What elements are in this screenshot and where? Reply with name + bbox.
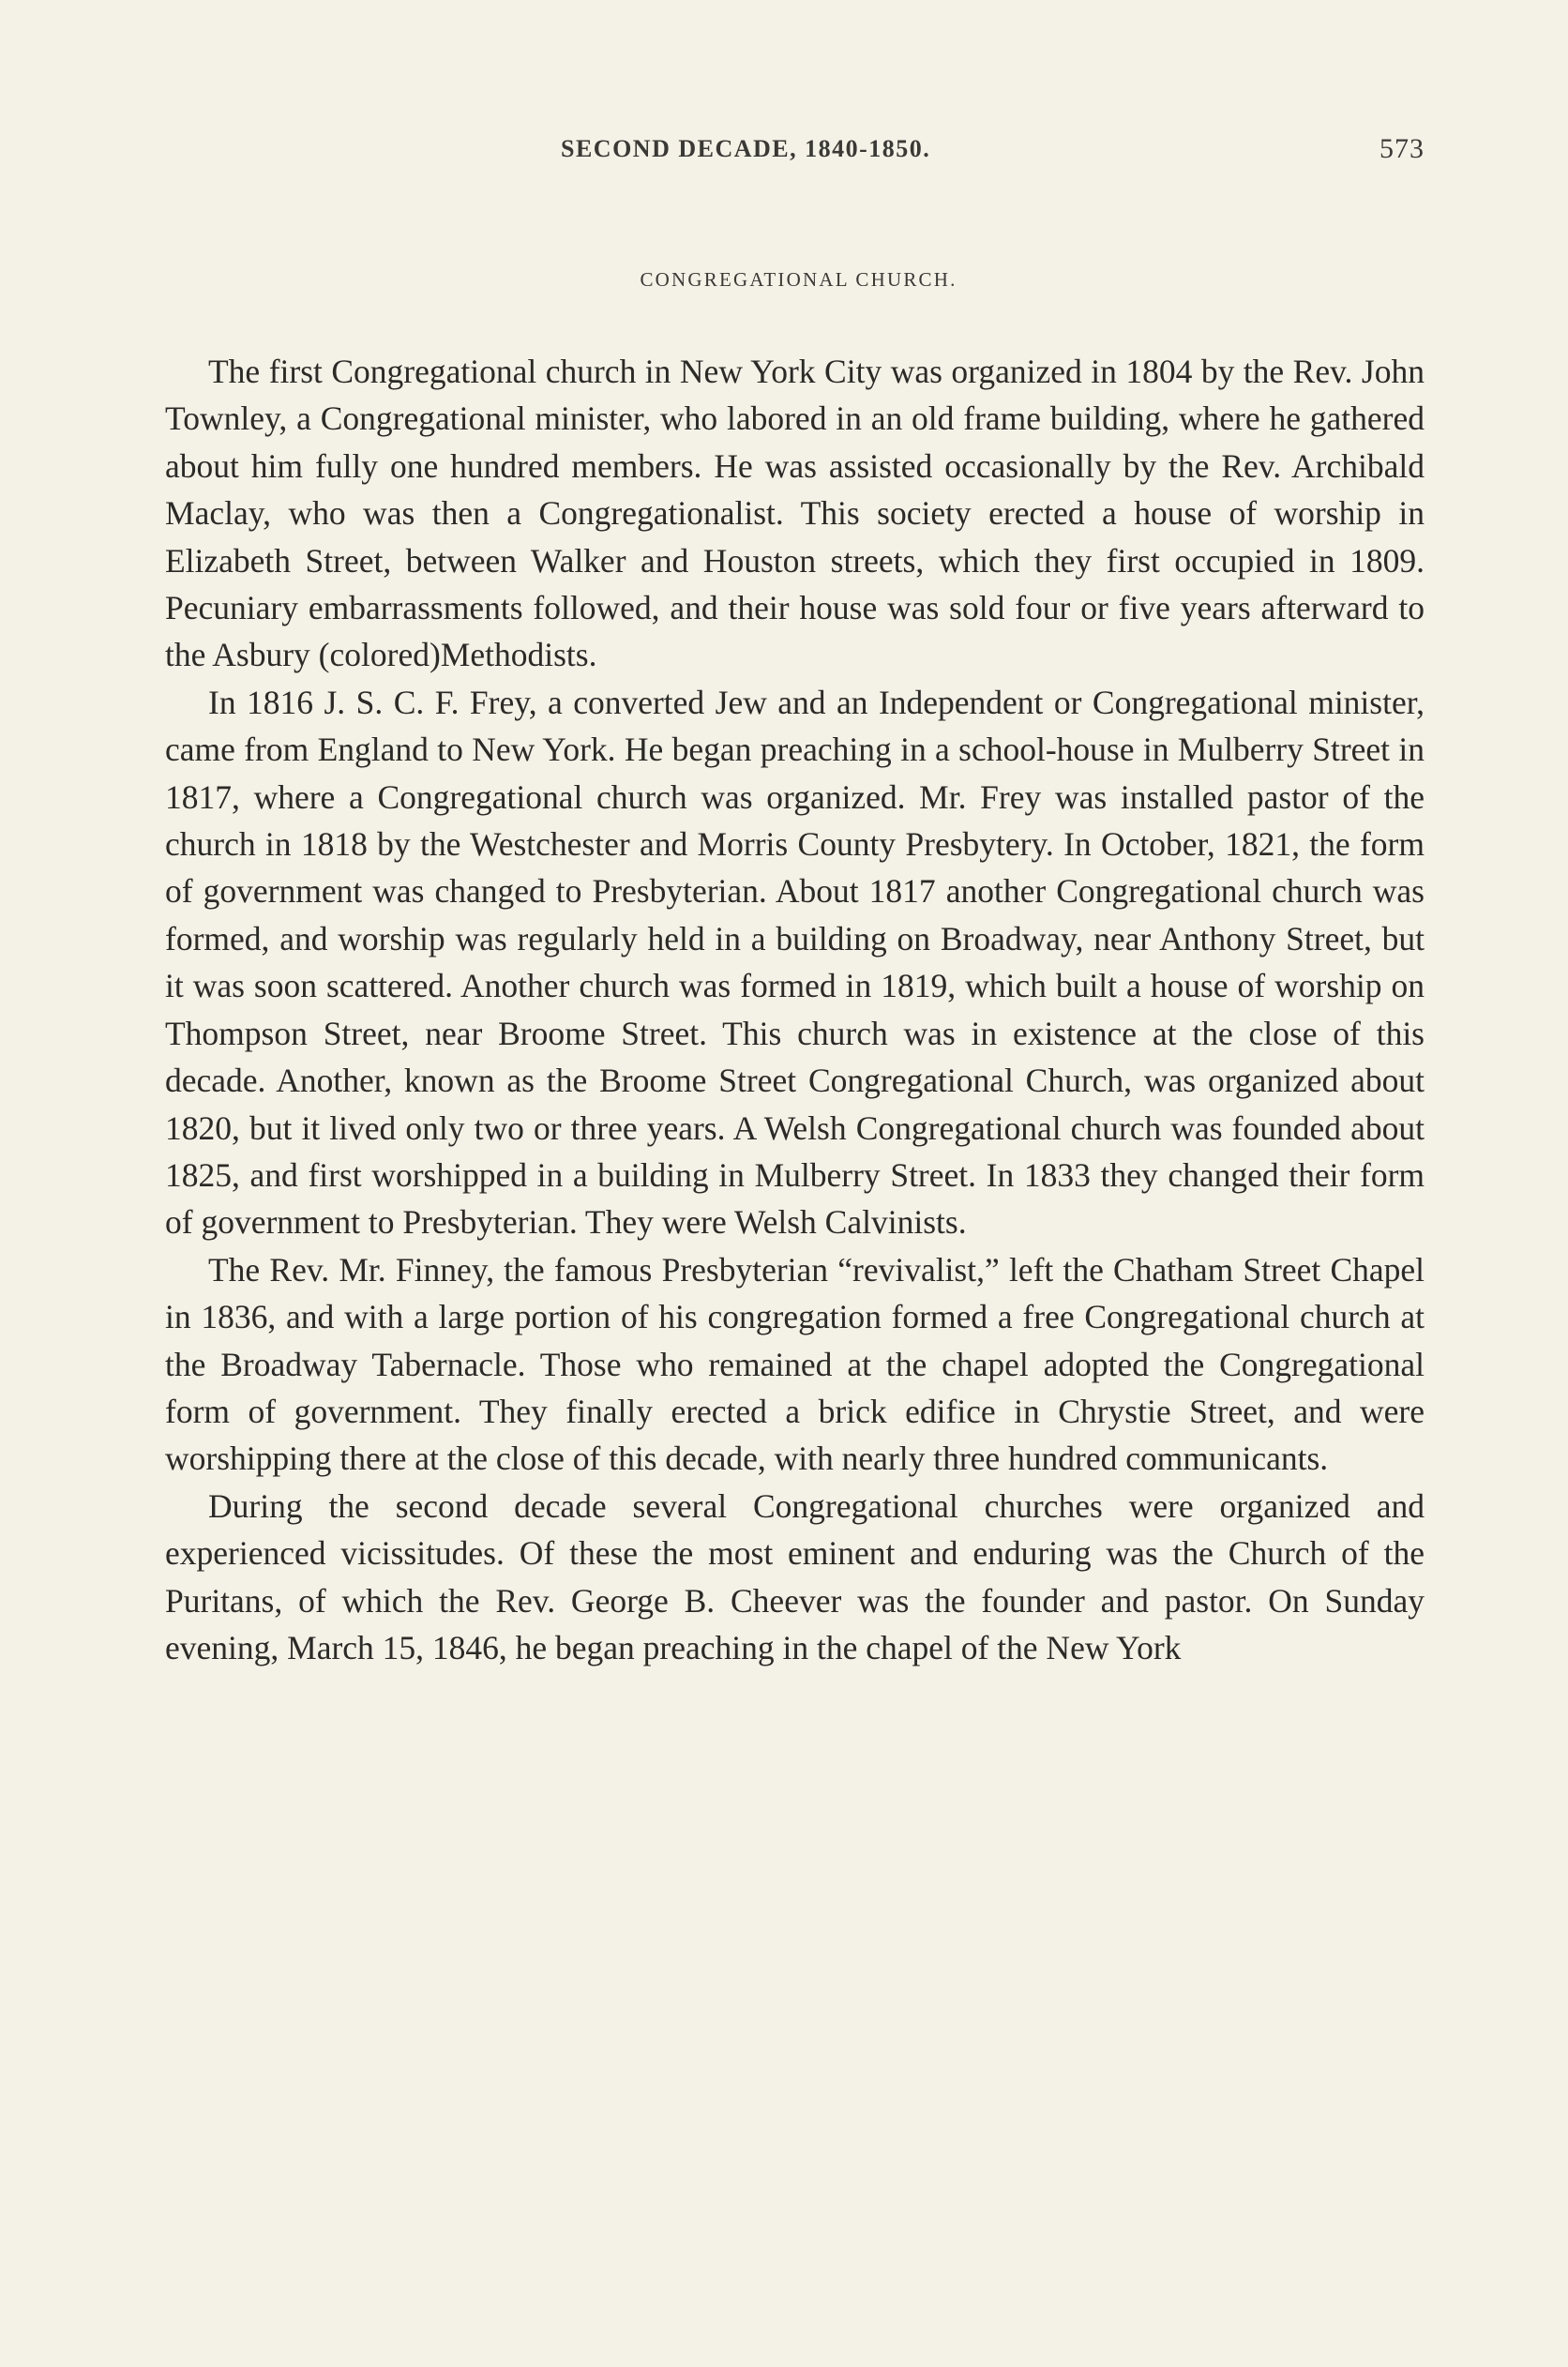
paragraph: During the second decade several Congregational churches were organized and experienced vicissitudes. Of these the most eminent and enduring was the Church of the Puritans, of which the Rev. George B. Cheever was the founder and pastor. On Sunday evening, March 15, 1846, he began preaching in the chapel of the New York xyxy=(165,1486,1425,1666)
body-text xyxy=(165,348,1425,1671)
paragraph: In 1816 J. S. C. F. Frey, a converted Jew and an Independent or Congregational minister, came from England to New York. He began preaching in a school-house in Mulberry Street in 1817, where a Congregational church was organized. Mr. Frey was installed pastor of the church in 1818 by the Westchester and Morris County Presbytery. In October, 1821, the form of government was changed to Presbyterian. About 1817 another Congregational church was formed, and worship was regularly held in a building on Broadway, near Anthony Street, but it was soon scattered. Another church was formed in 1819, which built a house of worship on Thompson Street, near Broome Street. This church was in existence at the close of this decade. Another, known as the Broome Street Congregational Church, was organized about 1820, but it lived only two or three years. A Welsh Congregational church was founded about 1825, and first worshipped in a building in Mulberry Street. In 1833 they changed their form of government to Presbyterian. They were Welsh Calvinists. xyxy=(165,683,1425,1242)
section-title: CONGREGATIONAL CHURCH. xyxy=(640,268,957,291)
paragraph: The first Congregational church in New York City was organized in 1804 by the Rev. John Townley, a Congregational minister, who labored in an old frame building, where he gathered about him fully one hundred members. He was assisted occasionally by the Rev. Archibald Maclay, who was then a Congregationalist. This society erected a house of worship in Elizabeth Street, between Walker and Houston streets, which they first occupied in 1809. Pecuniary embarrassments followed, and their house was sold four or five years afterward to the Asbury (colored)Methodists. xyxy=(165,353,1425,674)
book-page xyxy=(165,129,1425,1671)
paragraph: The Rev. Mr. Finney, the famous Presbyterian “revivalist,” left the Chatham Street Chapel in 1836, and with a large portion of his congregation formed a free Congregational church at the Broadway Tabernacle. Those who remained at the chapel adopted the Congregational form of government. They finally erected a brick edifice in Chrystie Street, and were worshipping there at the close of this decade, with nearly three hundred communicants. xyxy=(165,1250,1425,1478)
running-title: SECOND DECADE, 1840-1850. xyxy=(561,135,931,162)
page-number: 573 xyxy=(1380,133,1425,164)
running-head xyxy=(165,129,1425,171)
